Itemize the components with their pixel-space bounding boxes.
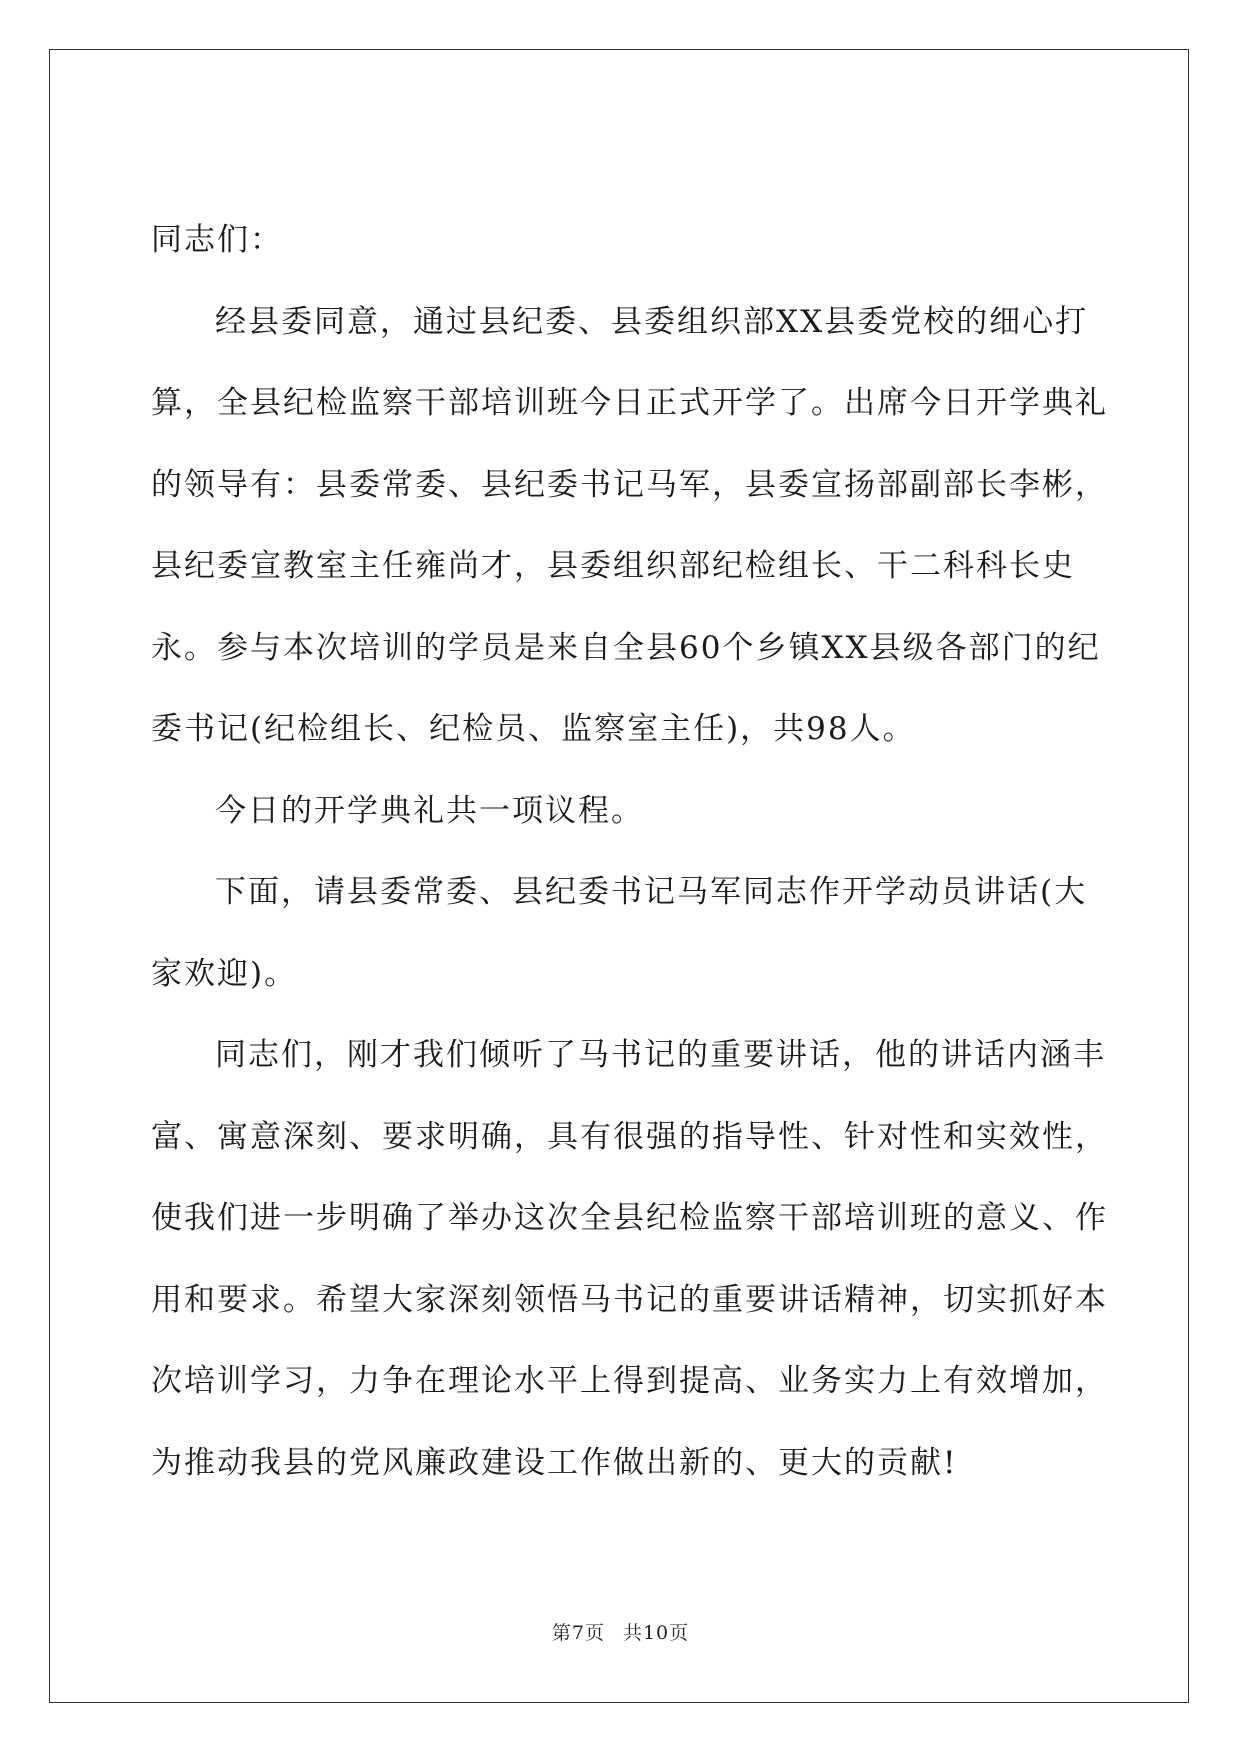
- paragraph-opening: 经县委同意，通过县纪委、县委组织部XX县委党校的细心打算，全县纪检监察干部培训班今日正式开学了。出席今日开学典礼的领导有：县委常委、县纪委书记马军，县委宣扬部副部长李彬，县纪委宣教室主任雍尚才，县委组织部纪检组长、干二科科长史永。参与本次培训的学员是来自全县60个乡镇XX县级各部门的纪委书记(纪检组长、纪检员、监察室主任)，共98人。: [151, 303, 1108, 747]
- paragraph-closing: 同志们，刚才我们倾听了马书记的重要讲话，他的讲话内涵丰富、寓意深刻、要求明确，具有很强的指导性、针对性和实效性，使我们进一步明确了举办这次全县纪检监察干部培训班的意义、作用和要求。希望大家深刻领悟马书记的重要讲话精神，切实抓好本次培训学习，力争在理论水平上得到提高、业务实力上有效增加，为推动我县的党风廉政建设工作做出新的、更大的贡献!: [151, 1037, 1108, 1481]
- page-number: 第7页: [551, 1622, 605, 1644]
- greeting: 同志们：: [151, 222, 283, 258]
- page-total: 共10页: [622, 1622, 690, 1644]
- document-body: [151, 200, 1111, 1504]
- paragraph-agenda: 今日的开学典礼共一项议程。: [215, 792, 644, 829]
- paragraph-invitation: 下面，请县委常委、县纪委书记马军同志作开学动员讲话(大家欢迎)。: [151, 874, 1088, 992]
- page-footer: [0, 1618, 1241, 1645]
